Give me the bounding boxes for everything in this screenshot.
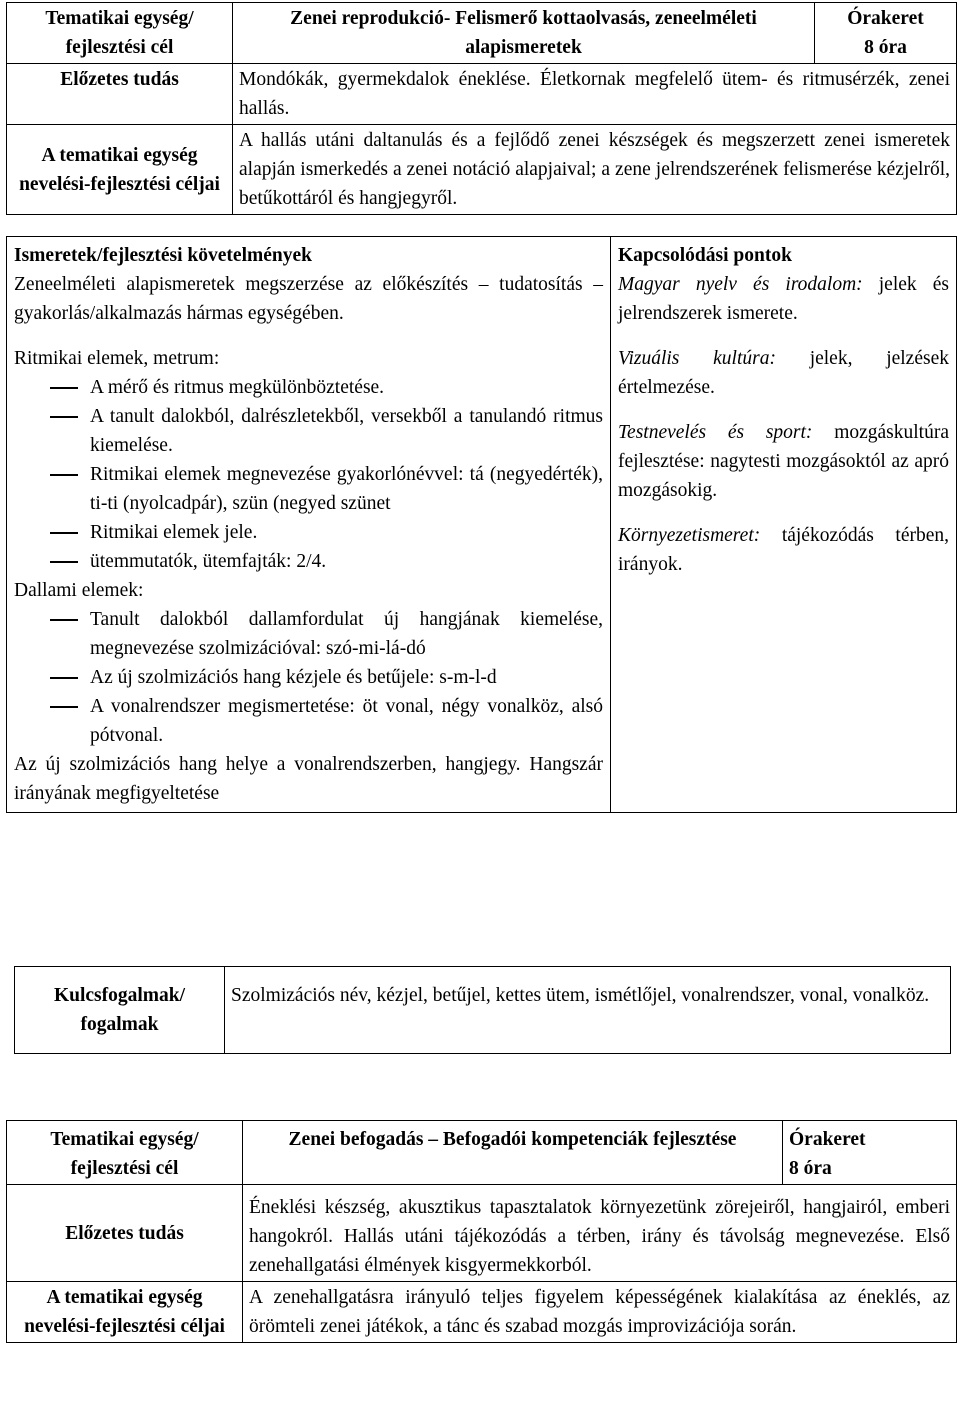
topic-label: Tematikai egység/ fejlesztési cél xyxy=(7,3,233,64)
list-item: A mérő és ritmus megkülönböztetése. xyxy=(14,373,603,402)
hours-label: Órakeret xyxy=(789,1129,866,1150)
hours-value: 8 óra xyxy=(789,1158,832,1179)
connection-text: jelek és jelrendszerek ismerete. xyxy=(618,274,949,324)
keywords-table xyxy=(14,966,951,1054)
goals-label: A tematikai egység nevelési-fejlesztési céljai xyxy=(7,1282,243,1343)
goals-text: A hallás utáni daltanulás és a fejlődő zenei készségek és megszerzett zenei ismeretek alapján ismerkedés a zenei notáció alapjaival; a zene jelrendszerének felismerése kézjelről, betűkottáról és hangjegyről. xyxy=(233,125,957,215)
connections-header: Kapcsolódási pontok xyxy=(618,245,792,266)
hours-cell xyxy=(815,3,957,64)
requirements-header: Ismeretek/fejlesztési követelmények xyxy=(14,245,312,266)
hours-cell xyxy=(783,1121,957,1185)
prior-knowledge-text: Éneklési készség, akusztikus tapasztalatok környezetünk zörejeiről, hangjairól, emberi hangokról. Hallás utáni tájékozódás a térben, irány és távolság megnevezése. Első zenehallgatási élmények kisgyermekkorból. xyxy=(243,1185,957,1282)
requirements-intro: Zeneelméleti alapismeretek megszerzése az előkészítés – tudatosítás – gyakorlás/alkalmazás hármas egységében. xyxy=(14,274,603,324)
keywords-text: Szolmizációs név, kézjel, betűjel, kettes ütem, ismétlőjel, vonalrendszer, vonal, vonalköz. xyxy=(225,967,951,1054)
connection-item xyxy=(618,344,949,402)
list-item: Tanult dalokból dallamfordulat új hangjának kiemelése, megnevezése szolmizációval: szó-mi-lá-dó xyxy=(14,605,603,663)
hours-label: Órakeret xyxy=(847,8,924,29)
melody-heading: Dallami elemek: xyxy=(14,580,144,601)
connection-text: tájékozódás térben, irányok. xyxy=(618,525,950,575)
connection-subject: Vizuális kultúra: xyxy=(618,348,776,369)
rhythm-heading: Ritmikai elemek, metrum: xyxy=(14,348,220,369)
list-item: A tanult dalokból, dalrészletekből, versekből a tanulandó ritmus kiemelése. xyxy=(14,402,603,460)
connection-subject: Testnevelés és sport: xyxy=(618,422,813,443)
connection-item xyxy=(618,270,949,328)
connection-text: mozgáskultúra fejlesztése: nagytesti mozgásoktól az apró mozgásokig. xyxy=(618,422,949,501)
list-item: Az új szolmizációs hang kézjele és betűjele: s-m-l-d xyxy=(14,663,603,692)
goals-label: A tematikai egység nevelési-fejlesztési céljai xyxy=(7,125,233,215)
connection-text: jelek, jelzések értelmezése. xyxy=(618,348,949,398)
topic-label: Tematikai egység/ fejlesztési cél xyxy=(7,1121,243,1185)
topic-title: Zenei reprodukció- Felismerő kottaolvasás, zeneelméleti alapismeretek xyxy=(233,3,815,64)
connection-item xyxy=(618,521,949,579)
melody-list xyxy=(14,605,603,750)
requirements-closing: Az új szolmizációs hang helye a vonalrendszerben, hangjegy. Hangszár irányának megfigyeltetése xyxy=(14,754,603,804)
connections-cell xyxy=(611,237,957,813)
connection-subject: Magyar nyelv és irodalom: xyxy=(618,274,863,295)
list-item: Ritmikai elemek megnevezése gyakorlónévvel: tá (negyedérték), ti-ti (nyolcadpár), szün (negyed szünet xyxy=(14,460,603,518)
prior-knowledge-label: Előzetes tudás xyxy=(7,64,233,125)
topic-table-reception xyxy=(6,1120,957,1343)
keywords-label: Kulcsfogalmak/ fogalmak xyxy=(15,967,225,1054)
requirements-table xyxy=(6,236,957,813)
topic-table-reproduction xyxy=(6,2,957,215)
list-item: A vonalrendszer megismertetése: öt vonal, négy vonalköz, alsó pótvonal. xyxy=(14,692,603,750)
hours-value: 8 óra xyxy=(864,37,907,58)
prior-knowledge-text: Mondókák, gyermekdalok éneklése. Életkornak megfelelő ütem- és ritmusérzék, zenei hallás. xyxy=(233,64,957,125)
list-item: Ritmikai elemek jele. xyxy=(14,518,603,547)
list-item: ütemmutatók, ütemfajták: 2/4. xyxy=(14,547,603,576)
connection-subject: Környezetismeret: xyxy=(618,525,761,546)
topic-title: Zenei befogadás – Befogadói kompetenciák fejlesztése xyxy=(243,1121,783,1185)
requirements-cell xyxy=(7,237,611,813)
connection-item xyxy=(618,418,949,505)
rhythm-list xyxy=(14,373,603,576)
prior-knowledge-label: Előzetes tudás xyxy=(7,1185,243,1282)
goals-text: A zenehallgatásra irányuló teljes figyelem képességének kialakítása az éneklés, az örömteli zenei játékok, a tánc és szabad mozgás improvizációja során. xyxy=(243,1282,957,1343)
